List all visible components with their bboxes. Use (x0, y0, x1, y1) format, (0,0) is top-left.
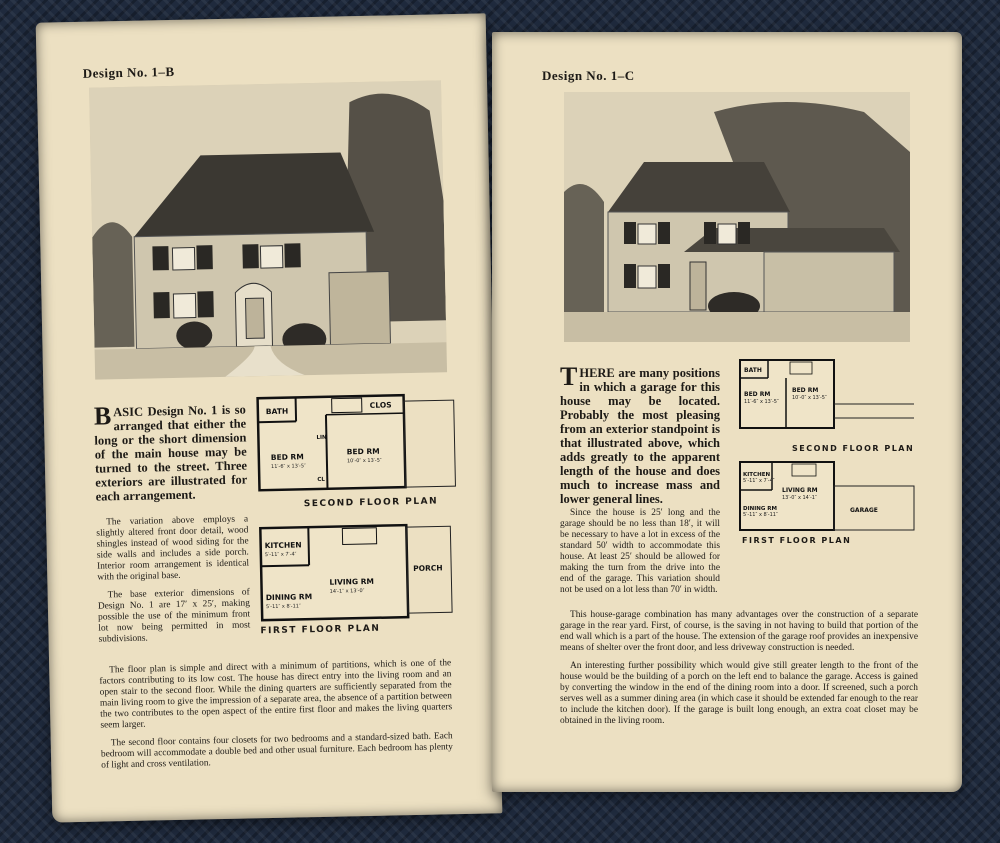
plan-title: FIRST FLOOR PLAN (260, 623, 381, 637)
left-page (36, 13, 503, 822)
first-floor-plan (258, 522, 460, 638)
paragraph: This house-garage combination has many advantages over the construction of a separate garage in the rear yard. First, of course, is the saving in not having to build that portion of the end wall which is a part of the house. The extension of the garage roof provides an inexpensive means of shelter over the front door, and less driveway construction is needed. (560, 610, 918, 653)
paragraph: Since the house is 25′ long and the garage should be no less than 18′, it will be necessary to have a lot in excess of the standard 50′ width to accommodate this house. At least 25′ should be allowed for making the turn from the drive into the end of the garage. This variation should not be used on a lot less than 70′ in width. (560, 508, 720, 595)
room-label: KITCHEN (264, 540, 302, 551)
room-label: DINING RM (743, 506, 778, 512)
paragraph: The base exterior dimensions of Design No. 1 are 17′ x 25′, making possible the use of the minimum front lot now being permitted in most subdivisions. (97, 587, 251, 645)
body-column (96, 514, 251, 652)
paragraph: The variation above employs a slightly altered front door detail, wood shingles instead of wood siding for the side walls and includes a side porch. Interior room arrangement is identical with the original base. (96, 514, 250, 583)
room-dimension: 5′-11″ x 8′-11″ (743, 512, 778, 518)
room-label: GARAGE (850, 507, 878, 514)
intro-lead (94, 402, 248, 503)
room-label: DINING RM (265, 592, 313, 603)
paragraph: The second floor contains four closets for two bedrooms and a standard-sized bath. Each bedroom will accommodate a double bed and other usual furniture. Each bedroom has plenty of light and cross ventilation. (100, 731, 454, 771)
first-floor-plan (738, 460, 918, 545)
room-dimension: 14′-1″ x 13′-0″ (329, 588, 365, 595)
right-page (492, 32, 962, 792)
room-dimension: 11′-6″ x 13′-5″ (744, 399, 779, 405)
body-wide (560, 610, 918, 734)
drop-cap: B (93, 401, 112, 431)
intro-lead (560, 362, 720, 506)
second-floor-plan (738, 358, 918, 453)
plan-title: SECOND FLOOR PLAN (303, 496, 439, 510)
drop-cap: T (560, 362, 578, 391)
room-label: CL (317, 476, 325, 484)
design-title: Design No. 1–B (82, 63, 175, 81)
room-label: BED RM (744, 391, 771, 398)
house-illustration (564, 92, 910, 342)
body-wide (99, 658, 453, 778)
plan-title: FIRST FLOOR PLAN (742, 536, 852, 545)
room-label: LIVING RM (782, 487, 818, 494)
room-dimension: 5′-11″ x 8′-11″ (265, 603, 301, 611)
room-dimension: 5′-11″ x 7′-4″ (264, 551, 297, 559)
room-label: LIN (316, 434, 327, 442)
house-illustration (89, 80, 447, 379)
lead-text: HERE are many positions in which a garage for this house may be located. Probably the most pleasing from an exterior standpoint is that illustrated above, which adds greatly to the apparent length of the house and does much to increase mass and lower general lines. (560, 366, 720, 506)
second-floor-plan (256, 392, 458, 514)
room-label: BED RM (792, 387, 819, 394)
room-dimension: 10′-0″ x 13′-5″ (346, 457, 382, 465)
paragraph: An interesting further possibility which would give still greater length to the front of the house would be the building of a porch on the left end to balance the garage. Access is gained by converting the window in the end of the dining room into a door. If screened, such a porch serves well as a summer dining area (in which case it should be extended far enough to the rear to include the kitchen door). If the garage is built long enough, an extra coat closet may be obtained in the living room. (560, 661, 918, 726)
room-dimension: 5′-11″ x 7′-4″ (743, 478, 775, 484)
room-label: BATH (744, 367, 762, 374)
room-dimension: 11′-6″ x 13′-5″ (270, 463, 306, 470)
design-title: Design No. 1–C (542, 68, 635, 83)
room-dimension: 10′-0″ x 13′-5″ (792, 395, 827, 401)
body-column (560, 508, 720, 603)
room-label: PORCH (413, 563, 443, 574)
room-label: CLOS (369, 400, 392, 410)
plan-title: SECOND FLOOR PLAN (792, 444, 915, 453)
room-label: LIVING RM (329, 576, 374, 587)
room-label: KITCHEN (743, 472, 771, 478)
room-label: BED RM (346, 446, 380, 457)
paragraph: The floor plan is simple and direct with a minimum of partitions, which is one of the factors contributing to its low cost. The house has direct entry into the living room and an open stair to the second floor. While the dining quarters are sufficiently separated from the main living room to give the impression of a separate area, the absence of a partition between the two contributes to the open aspect of the entire first floor and makes the living quarters seem larger. (99, 658, 453, 731)
room-dimension: 13′-0″ x 14′-1″ (782, 495, 817, 501)
room-label: BED RM (270, 452, 304, 462)
lead-text: ASIC Design No. 1 is so arranged that either the long or the short dimension of the main house may be turned to the street. Three exteriors are illustrated for each arrangement. (94, 402, 248, 504)
room-label: BATH (265, 406, 289, 417)
